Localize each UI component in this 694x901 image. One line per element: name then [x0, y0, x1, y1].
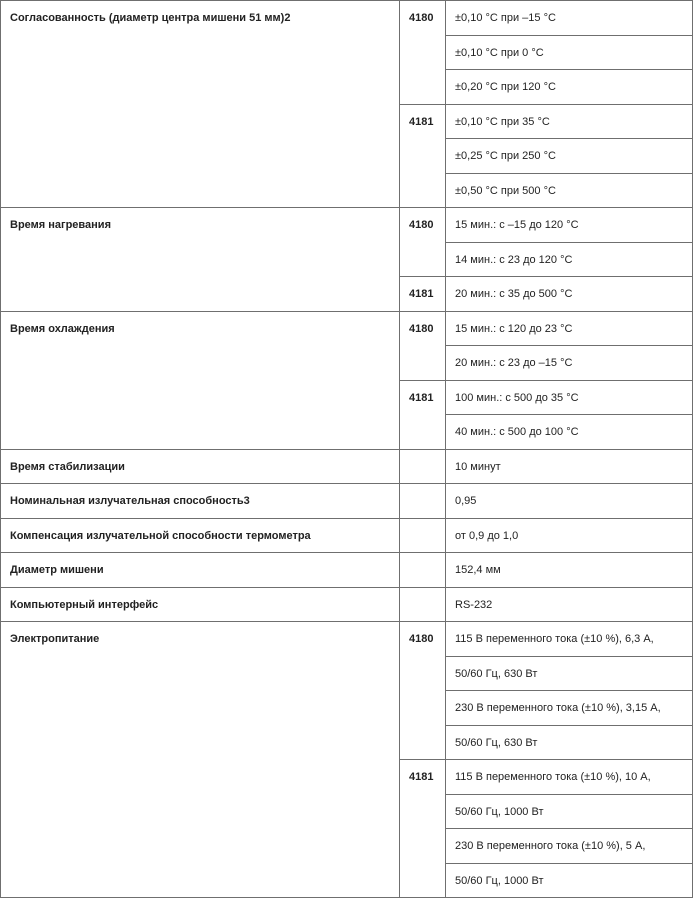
value-cell: от 0,9 до 1,0: [446, 518, 693, 553]
model-cell: [400, 553, 446, 588]
model-cell: 4181: [400, 380, 446, 449]
value-cell: 50/60 Гц, 630 Вт: [446, 725, 693, 760]
value-cell: 50/60 Гц, 1000 Вт: [446, 794, 693, 829]
table-row: [1, 449, 693, 484]
value-cell: ±0,20 °C при 120 °C: [446, 70, 693, 105]
value-cell: ±0,10 °C при 0 °C: [446, 35, 693, 70]
value-cell: 0,95: [446, 484, 693, 519]
model-cell: 4180: [400, 311, 446, 380]
table-row: [1, 553, 693, 588]
table-row: [1, 518, 693, 553]
model-cell: 4180: [400, 208, 446, 277]
model-cell: [400, 518, 446, 553]
model-cell: [400, 484, 446, 519]
value-cell: 14 мин.: с 23 до 120 °C: [446, 242, 693, 277]
parameter-name-cell: Компенсация излучательной способности термометра: [1, 518, 400, 553]
table-row: [1, 484, 693, 519]
parameter-name-cell: Номинальная излучательная способность3: [1, 484, 400, 519]
value-cell: ±0,50 °C при 500 °C: [446, 173, 693, 208]
parameter-name-cell: Электропитание: [1, 622, 400, 898]
table-row: [1, 622, 693, 657]
parameter-name-cell: Согласованность (диаметр центра мишени 51 мм)2: [1, 1, 400, 208]
parameter-name-cell: Время охлаждения: [1, 311, 400, 449]
value-cell: ±0,10 °C при –15 °C: [446, 1, 693, 36]
value-cell: ±0,25 °C при 250 °C: [446, 139, 693, 174]
value-cell: 230 В переменного тока (±10 %), 5 А,: [446, 829, 693, 864]
table-row: [1, 1, 693, 36]
value-cell: 40 мин.: с 500 до 100 °C: [446, 415, 693, 450]
specifications-table-body: [1, 1, 693, 898]
value-cell: 115 В переменного тока (±10 %), 6,3 А,: [446, 622, 693, 657]
value-cell: 20 мин.: с 23 до –15 °C: [446, 346, 693, 381]
parameter-name-cell: Диаметр мишени: [1, 553, 400, 588]
model-cell: 4181: [400, 104, 446, 208]
table-row: [1, 311, 693, 346]
model-cell: 4180: [400, 1, 446, 105]
value-cell: 115 В переменного тока (±10 %), 10 А,: [446, 760, 693, 795]
value-cell: 152,4 мм: [446, 553, 693, 588]
model-cell: 4181: [400, 277, 446, 312]
table-row: [1, 208, 693, 243]
table-row: [1, 587, 693, 622]
value-cell: 50/60 Гц, 630 Вт: [446, 656, 693, 691]
model-cell: 4180: [400, 622, 446, 760]
parameter-name-cell: Время стабилизации: [1, 449, 400, 484]
model-cell: [400, 449, 446, 484]
value-cell: 230 В переменного тока (±10 %), 3,15 А,: [446, 691, 693, 726]
model-cell: [400, 587, 446, 622]
value-cell: 20 мин.: с 35 до 500 °C: [446, 277, 693, 312]
model-cell: 4181: [400, 760, 446, 898]
parameter-name-cell: Время нагревания: [1, 208, 400, 312]
value-cell: 15 мин.: с 120 до 23 °C: [446, 311, 693, 346]
parameter-name-cell: Компьютерный интерфейс: [1, 587, 400, 622]
value-cell: 100 мин.: с 500 до 35 °C: [446, 380, 693, 415]
value-cell: RS-232: [446, 587, 693, 622]
value-cell: 10 минут: [446, 449, 693, 484]
value-cell: 50/60 Гц, 1000 Вт: [446, 863, 693, 898]
value-cell: ±0,10 °C при 35 °C: [446, 104, 693, 139]
value-cell: 15 мин.: с –15 до 120 °C: [446, 208, 693, 243]
